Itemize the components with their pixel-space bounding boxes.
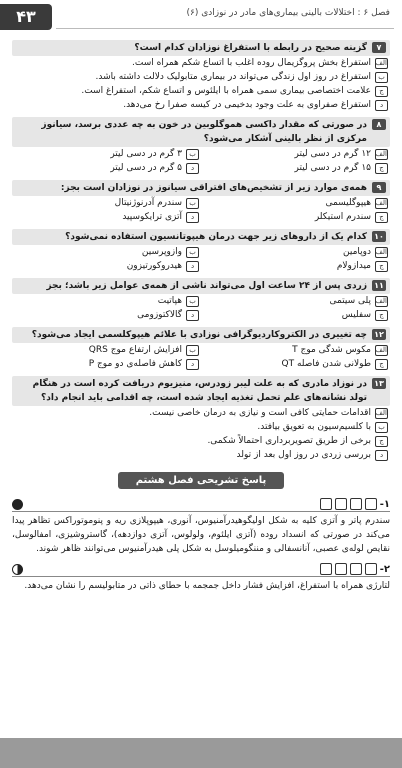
answer-option[interactable] (12, 147, 201, 161)
question-list (12, 40, 390, 462)
answer-block (12, 562, 390, 593)
answer-option[interactable] (12, 84, 390, 98)
option-text: ۵ گرم در دسی لیتر (110, 163, 182, 173)
answer-option[interactable] (12, 343, 201, 357)
option-text: ۳ گرم در دسی لیتر (110, 149, 182, 159)
option-text: افزایش ارتفاع موج QRS (88, 345, 182, 355)
option-list (12, 294, 390, 322)
answer-option[interactable] (12, 434, 390, 448)
option-text: طولانی شدن فاصله QT (281, 359, 371, 369)
answer-choice-box-icon (320, 563, 332, 575)
answer-choice-box-icon (335, 563, 347, 575)
answer-option[interactable] (201, 147, 390, 161)
option-letter-badge: ج (375, 86, 388, 97)
answer-heading (12, 497, 390, 512)
answer-option[interactable] (12, 448, 390, 462)
answer-option[interactable] (201, 259, 390, 273)
question (12, 278, 390, 322)
answer-option[interactable] (201, 357, 390, 371)
answer-option[interactable] (201, 308, 390, 322)
answer-option[interactable] (12, 308, 201, 322)
option-list (12, 343, 390, 371)
answer-option[interactable] (12, 56, 390, 70)
option-text: سندرم استیکلر (314, 212, 371, 222)
option-letter-badge: ج (375, 310, 388, 321)
question-heading (12, 278, 390, 294)
option-text: استفراغ بخش پروگزیمال روده اغلب با اتساع شکم همراه است. (132, 58, 371, 68)
answer-option[interactable] (12, 245, 201, 259)
option-letter-badge: الف (375, 247, 387, 256)
difficulty-half-circle-icon (12, 564, 23, 575)
answer-option[interactable] (12, 357, 201, 371)
option-text: بررسی زردی در روز اول بعد از تولد (236, 450, 371, 460)
option-text: آتزی ترایکوسپید (122, 212, 182, 222)
option-list (12, 245, 390, 273)
question-text: زردی پس از ۲۴ ساعت اول می‌تواند ناشی از همه‌ی عوامل زیر باشد؛ بجز (46, 281, 367, 291)
option-letter-badge: د (186, 310, 199, 321)
answer-list (12, 497, 390, 593)
option-text: استفراغ در روز اول زندگی می‌تواند در بیماری متابولیک دلالت داشته باشد. (95, 72, 371, 82)
page-footer (0, 738, 402, 768)
answer-number: ۱- (379, 498, 390, 510)
question-text: در نوزاد مادری که به علت لیبر زودرس، منیزیوم دریافت کرده است در هنگام تولد نشانه‌های علم تحمل تغذیه ایجاد شده است، چه اقدامی باید انجام داد؟ (32, 379, 367, 403)
option-letter-badge: ب (186, 296, 199, 307)
question-number: ۱۲ (372, 329, 386, 340)
option-text: کاهش فاصله‌ی دو موج P (88, 359, 182, 369)
option-text: ۱۲ گرم در دسی لیتر (294, 149, 371, 159)
answers-banner-wrap (12, 468, 390, 489)
option-text: برخی از طریق تصویربرداری احتمالاً شکمی. (207, 436, 371, 446)
question-number: ۱۱ (372, 280, 386, 291)
answer-choice-box-icon (365, 563, 377, 575)
difficulty-full-circle-icon (12, 499, 23, 510)
option-letter-badge: ب (186, 198, 199, 209)
option-letter-badge: الف (375, 58, 387, 67)
question (12, 117, 390, 175)
option-letter-badge: ج (375, 359, 388, 370)
answer-option[interactable] (12, 196, 201, 210)
page-number: ۴۳ (0, 4, 52, 30)
option-text: دوپامین (343, 247, 371, 257)
option-list (12, 406, 390, 462)
answer-option[interactable] (201, 161, 390, 175)
question-text: چه تغییری در الکتروکاردیوگرافی نوزادی با علائم هیپوکلسمی ایجاد می‌شود؟ (31, 330, 367, 340)
question-text: در صورتی که مقدار داکسی هموگلوبین در خون به چه عددی برسد، سیانوز مرکزی از نظر بالینی آشکار می‌شود؟ (41, 120, 367, 144)
option-text: هیپوگلیسمی (325, 198, 371, 208)
option-letter-badge: د (186, 261, 199, 272)
answer-number: ۲- (379, 563, 390, 575)
question-number: ۱۳ (372, 378, 386, 389)
option-list (12, 147, 390, 175)
question-heading (12, 376, 390, 406)
option-letter-badge: الف (375, 198, 387, 207)
option-text: اقدامات حمایتی کافی است و نیازی به درمان خاصی نیست. (149, 408, 371, 418)
option-text: هیدروکورتیزون (126, 261, 182, 271)
option-letter-badge: الف (375, 296, 387, 305)
option-text: هپاتیت (157, 296, 182, 306)
question (12, 376, 390, 462)
option-list (12, 56, 390, 112)
answer-option[interactable] (12, 294, 201, 308)
option-text: مکوس شدگی موج T (292, 345, 371, 355)
answer-block (12, 497, 390, 556)
answer-option[interactable] (201, 196, 390, 210)
answer-explanation: سندرم پاتر و آتزی کلیه به شکل اولیگوهیدرآمنیوس، آنوری، هیپوپلازی ریه و پنوموتوراکس تظاهر پیدا می‌کند در صورتی که انسداد روده (آتزی ایلئوم، ولولوس، آتزی دوازدهه)، گاستروشیزی، امفالوسل، نقایص لوله‌ی عصبی، آنانسفالی و مننگومیلوسل به شکل پلی هیدرآمنیوس می‌توانند ظاهر شوند. (12, 516, 390, 554)
answer-explanation: لتارژی همراه با استفراغ، افزایش فشار داخل جمجمه با حطای ذاتی در متابولیسم را نشان می‌دهد. (24, 581, 390, 591)
option-letter-badge: د (375, 100, 388, 111)
question-number: ۸ (372, 119, 386, 130)
chapter-title: فصل ۶ : اختلالات بالینی بیماری‌های مادر در نوزادی (۶) (186, 8, 390, 18)
option-text: با کلسیم‌سیون به تعویق بیافتد. (257, 422, 371, 432)
answer-option[interactable] (12, 210, 201, 224)
option-text: گالاکتوزومی (137, 310, 182, 320)
option-letter-badge: د (186, 359, 199, 370)
option-letter-badge: ج (375, 212, 388, 223)
option-letter-badge: الف (375, 345, 387, 354)
question (12, 180, 390, 224)
option-letter-badge: د (186, 212, 199, 223)
option-text: علامت اختصاصی بیماری سمی همراه با ایلئوس و اتساع شکم، استفراغ است. (81, 86, 371, 96)
answer-option[interactable] (12, 406, 390, 420)
option-letter-badge: د (186, 163, 199, 174)
question-heading (12, 40, 390, 56)
answer-option[interactable] (12, 161, 201, 175)
option-text: میدازولام (336, 261, 371, 271)
question-heading (12, 327, 390, 343)
option-text: پلی سیتمی (329, 296, 371, 306)
option-letter-badge: ب (375, 422, 388, 433)
answers-banner: پاسخ تشریحی فصل هشتم (118, 472, 285, 489)
question-text: همه‌ی موارد زیر از تشخیص‌های افتراقی سیانوز در نوزادان است بجز: (60, 183, 367, 193)
answer-choice-box-icon (335, 498, 347, 510)
question-heading (12, 180, 390, 196)
option-text: ۱۵ گرم در دسی لیتر (294, 163, 371, 173)
answer-option[interactable] (201, 210, 390, 224)
answer-option[interactable] (12, 420, 390, 434)
option-letter-badge: ج (375, 261, 388, 272)
answer-option[interactable] (12, 259, 201, 273)
page-header (0, 0, 402, 34)
answer-choice-box-icon (320, 498, 332, 510)
option-text: استفراغ صفراوی به علت وجود بدخیمی در کیسه صفرا رخ می‌دهد. (123, 100, 371, 110)
answer-heading (12, 562, 390, 577)
answer-choice-box-icon (350, 563, 362, 575)
option-letter-badge: الف (375, 408, 387, 417)
option-letter-badge: ب (186, 345, 199, 356)
header-divider (56, 28, 394, 29)
answer-option[interactable] (201, 343, 390, 357)
question-heading (12, 229, 390, 245)
option-letter-badge: ج (375, 163, 388, 174)
question-heading (12, 117, 390, 147)
question-number: ۹ (372, 182, 386, 193)
option-letter-badge: د (375, 450, 388, 461)
option-list (12, 196, 390, 224)
option-letter-badge: ب (186, 149, 199, 160)
question (12, 229, 390, 273)
question (12, 327, 390, 371)
question-text: کدام یک از داروهای زیر جهت درمان هیپوتانسیون استفاده نمی‌شود؟ (65, 232, 367, 242)
option-letter-badge: ب (375, 72, 388, 83)
page-content (12, 40, 390, 599)
answer-option[interactable] (201, 245, 390, 259)
question-text: گزینه صحیح در رابطه با استفراغ نوزادان کدام است؟ (134, 43, 367, 53)
answer-choice-box-icon (365, 498, 377, 510)
option-letter-badge: الف (375, 149, 387, 158)
option-text: سندرم آدرنوژنیتال (114, 198, 182, 208)
question-number: ۱۰ (372, 231, 386, 242)
option-letter-badge: ج (375, 436, 388, 447)
question-number: ۷ (372, 42, 386, 53)
option-letter-badge: ب (186, 247, 199, 258)
answer-option[interactable] (12, 70, 390, 84)
answer-choice-box-icon (350, 498, 362, 510)
option-text: وازوپرسین (141, 247, 182, 257)
option-text: سفلیس (341, 310, 371, 320)
question (12, 40, 390, 112)
answer-option[interactable] (12, 98, 390, 112)
answer-option[interactable] (201, 294, 390, 308)
